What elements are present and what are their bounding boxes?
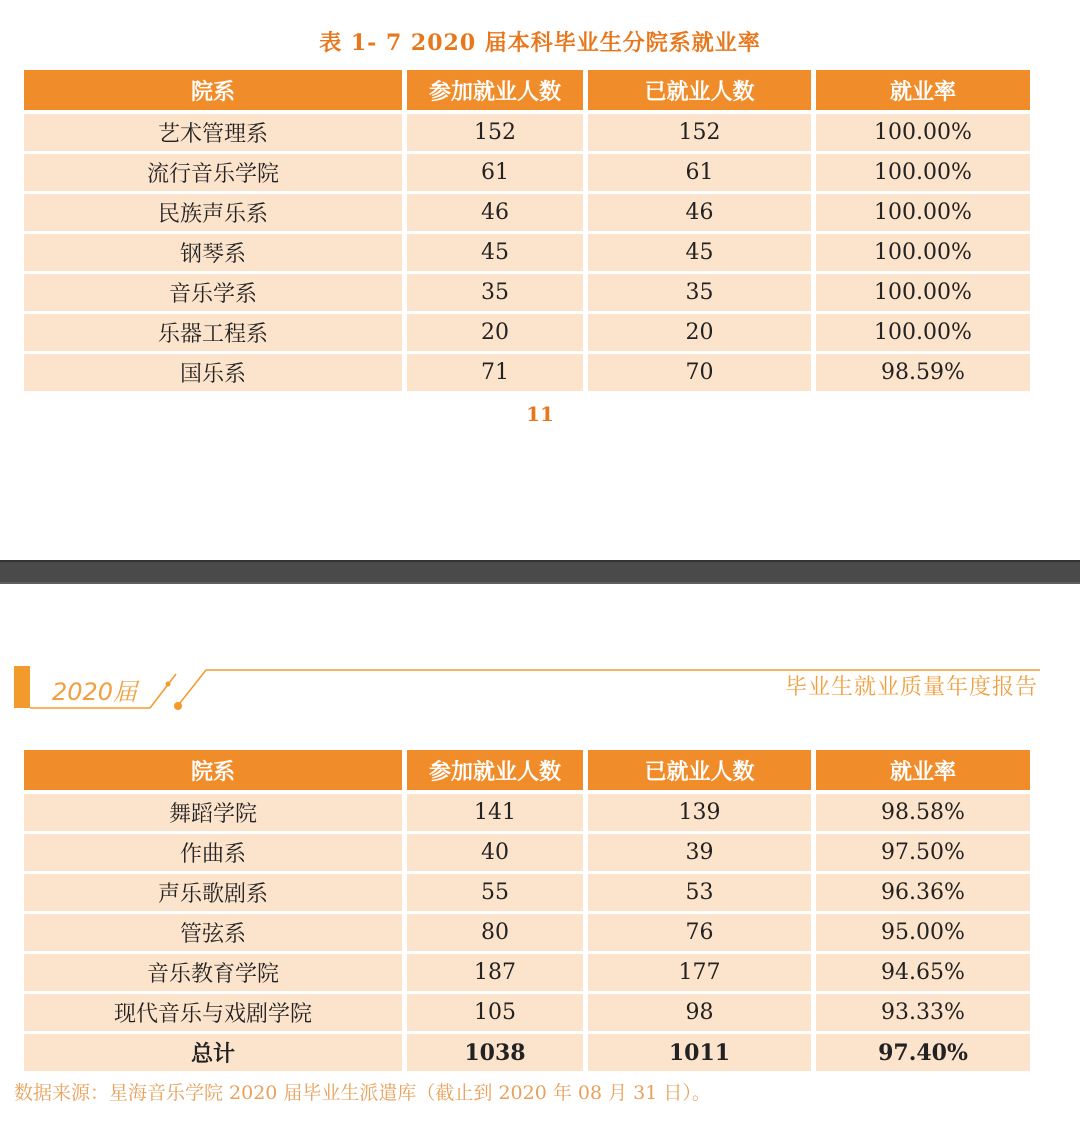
table-row bbox=[20, 954, 1034, 991]
page-number: 11 bbox=[526, 402, 554, 426]
cell-rate: 93.33% bbox=[816, 994, 1030, 1031]
cell-department: 流行音乐学院 bbox=[24, 154, 402, 191]
header-department: 院系 bbox=[24, 750, 402, 790]
cell-department: 管弦系 bbox=[24, 914, 402, 951]
cell-employed: 61 bbox=[588, 154, 811, 191]
report-header-band bbox=[0, 666, 1080, 716]
cell-employed: 46 bbox=[588, 194, 811, 231]
cell-rate: 96.36% bbox=[816, 874, 1030, 911]
cell-rate: 100.00% bbox=[816, 234, 1030, 271]
cell-employed: 152 bbox=[588, 114, 811, 151]
cell-participants: 61 bbox=[407, 154, 583, 191]
cell-rate: 100.00% bbox=[816, 314, 1030, 351]
table-row bbox=[20, 194, 1034, 231]
table-row bbox=[20, 834, 1034, 871]
header-participants: 参加就业人数 bbox=[407, 70, 583, 110]
report-title: 毕业生就业质量年度报告 bbox=[784, 675, 1038, 700]
cell-department: 音乐学系 bbox=[24, 274, 402, 311]
table-row bbox=[20, 914, 1034, 951]
header-participants: 参加就业人数 bbox=[407, 750, 583, 790]
cell-employed: 39 bbox=[588, 834, 811, 871]
page-bottom bbox=[0, 584, 1080, 1126]
cell-employed: 20 bbox=[588, 314, 811, 351]
cell-department: 乐器工程系 bbox=[24, 314, 402, 351]
cell-department: 钢琴系 bbox=[24, 234, 402, 271]
report-year-label: 2020届 bbox=[52, 678, 138, 706]
header-employed: 已就业人数 bbox=[588, 70, 811, 110]
header-employed: 已就业人数 bbox=[588, 750, 811, 790]
cell-participants: 105 bbox=[407, 994, 583, 1031]
cell-participants: 55 bbox=[407, 874, 583, 911]
cell-participants: 45 bbox=[407, 234, 583, 271]
cell-employed: 98 bbox=[588, 994, 811, 1031]
table-header-row bbox=[20, 750, 1034, 787]
table-row bbox=[20, 274, 1034, 311]
total-employed: 1011 bbox=[588, 1034, 811, 1071]
cell-participants: 80 bbox=[407, 914, 583, 951]
cell-department: 舞蹈学院 bbox=[24, 794, 402, 831]
table-row bbox=[20, 874, 1034, 911]
table-title: 表 1- 7 2020 届本科毕业生分院系就业率 bbox=[319, 30, 761, 56]
cell-rate: 100.00% bbox=[816, 154, 1030, 191]
table-header-row bbox=[20, 70, 1034, 107]
cell-rate: 100.00% bbox=[816, 274, 1030, 311]
total-participants: 1038 bbox=[407, 1034, 583, 1071]
cell-rate: 100.00% bbox=[816, 114, 1030, 151]
data-source-note: 数据来源：星海音乐学院 2020 届毕业生派遣库（截止到 2020 年 08 月 31 日）。 bbox=[14, 1082, 711, 1104]
total-label: 总计 bbox=[24, 1034, 402, 1071]
cell-employed: 53 bbox=[588, 874, 811, 911]
cell-rate: 94.65% bbox=[816, 954, 1030, 991]
cell-participants: 152 bbox=[407, 114, 583, 151]
cell-employed: 177 bbox=[588, 954, 811, 991]
table-row bbox=[20, 994, 1034, 1031]
cell-rate: 95.00% bbox=[816, 914, 1030, 951]
cell-participants: 35 bbox=[407, 274, 583, 311]
cell-department: 国乐系 bbox=[24, 354, 402, 391]
cell-rate: 100.00% bbox=[816, 194, 1030, 231]
table-row bbox=[20, 794, 1034, 831]
cell-participants: 46 bbox=[407, 194, 583, 231]
cell-department: 音乐教育学院 bbox=[24, 954, 402, 991]
cell-employed: 139 bbox=[588, 794, 811, 831]
table-row bbox=[20, 114, 1034, 151]
cell-participants: 40 bbox=[407, 834, 583, 871]
cell-department: 作曲系 bbox=[24, 834, 402, 871]
page-top bbox=[0, 0, 1080, 560]
table-row bbox=[20, 234, 1034, 271]
cell-rate: 98.58% bbox=[816, 794, 1030, 831]
cell-rate: 98.59% bbox=[816, 354, 1030, 391]
header-rate: 就业率 bbox=[816, 750, 1030, 790]
cell-employed: 76 bbox=[588, 914, 811, 951]
cell-participants: 20 bbox=[407, 314, 583, 351]
table-row bbox=[20, 354, 1034, 391]
cell-employed: 45 bbox=[588, 234, 811, 271]
cell-department: 声乐歌剧系 bbox=[24, 874, 402, 911]
cell-rate: 97.50% bbox=[816, 834, 1030, 871]
cell-employed: 70 bbox=[588, 354, 811, 391]
cell-department: 艺术管理系 bbox=[24, 114, 402, 151]
cell-participants: 71 bbox=[407, 354, 583, 391]
table-row bbox=[20, 314, 1034, 351]
table-row bbox=[20, 154, 1034, 191]
header-department: 院系 bbox=[24, 70, 402, 110]
cell-employed: 35 bbox=[588, 274, 811, 311]
cell-participants: 141 bbox=[407, 794, 583, 831]
cell-department: 现代音乐与戏剧学院 bbox=[24, 994, 402, 1031]
cell-participants: 187 bbox=[407, 954, 583, 991]
table-total-row bbox=[20, 1034, 1034, 1071]
total-rate: 97.40% bbox=[816, 1034, 1030, 1071]
page-divider bbox=[0, 560, 1080, 584]
header-rate: 就业率 bbox=[816, 70, 1030, 110]
cell-department: 民族声乐系 bbox=[24, 194, 402, 231]
